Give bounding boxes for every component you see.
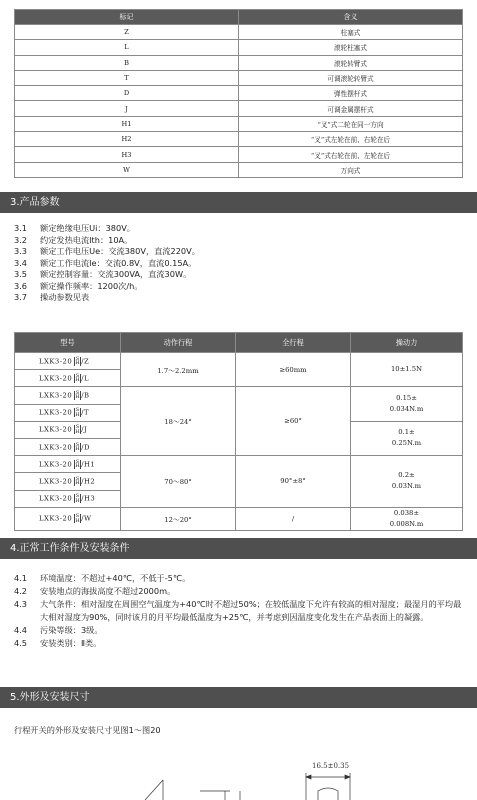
model-sh-stack: S H bbox=[75, 441, 81, 453]
list-item-number: 3.2 bbox=[14, 234, 28, 245]
code-table-row bbox=[15, 70, 463, 85]
model-suffix: /J bbox=[81, 425, 88, 434]
code-table-row bbox=[15, 101, 463, 116]
force-cell: 0.2± 0.03N.m bbox=[351, 456, 463, 508]
code-table-row bbox=[15, 147, 463, 162]
list-item bbox=[14, 246, 463, 258]
dimension-drawing bbox=[0, 755, 477, 800]
force-cell: 0.038± 0.008N.m bbox=[351, 507, 463, 530]
model-sh-stack: S H bbox=[75, 513, 81, 524]
model-cell bbox=[15, 353, 121, 370]
op-table-row bbox=[15, 507, 463, 530]
model-prefix: LXK3-20 bbox=[39, 408, 73, 417]
model-cell bbox=[15, 490, 121, 507]
dimension-arrow bbox=[306, 775, 311, 779]
model-prefix: LXK3-20 bbox=[39, 425, 73, 434]
code-table bbox=[14, 9, 463, 178]
list-item-text: 约定发热电流Ith：10A。 bbox=[40, 234, 133, 245]
model-cell bbox=[15, 473, 121, 490]
op-table-header bbox=[15, 333, 463, 353]
model-prefix: LXK3-20 bbox=[39, 514, 73, 523]
drawing-line bbox=[318, 788, 338, 800]
code-table-header bbox=[15, 10, 463, 25]
full-stroke-cell: / bbox=[236, 507, 351, 530]
working-conditions-list bbox=[14, 572, 463, 650]
code-meaning-cell: “叉”式左轮在前、右轮在后 bbox=[239, 132, 463, 147]
code-mark-cell: W bbox=[15, 162, 239, 177]
list-item-number: 3.6 bbox=[14, 280, 28, 291]
model-sh-stack: S H bbox=[75, 407, 81, 418]
model-prefix: LXK3-20 bbox=[39, 443, 73, 452]
list-item-number: 4.1 bbox=[14, 573, 28, 583]
model-suffix: /H2 bbox=[81, 477, 96, 486]
list-item-text: 额定工作电压Ue：交流380V，直流220V。 bbox=[40, 246, 200, 256]
model-sh-stack: S H bbox=[75, 355, 81, 367]
code-meaning-cell: “叉”式二轮在同一方向 bbox=[239, 116, 463, 131]
code-meaning-cell: 可调金属摆杆式 bbox=[239, 101, 463, 116]
list-item-text: 额定控制容量：交流300VA，直流30W。 bbox=[40, 269, 192, 279]
model-prefix: LXK3-20 bbox=[39, 391, 73, 400]
model-cell bbox=[15, 370, 121, 387]
list-item-text: 大气条件：相对湿度在周围空气温度为+40℃时不超过50%；在较低温度下允许有较高的相对湿度；最湿月的平均最大相对湿度为90%，同时该月的月平均最低温度为+25℃，并考虑到因温度变化发生在产品表面上的凝露。 bbox=[40, 599, 462, 622]
operation-parameters-table bbox=[14, 332, 463, 531]
dimension-intro-text: 行程开关的外形及安装尺寸见图1～图20 bbox=[14, 725, 161, 735]
full-stroke-cell: ≥60mm bbox=[236, 353, 351, 387]
product-parameters-list bbox=[14, 223, 463, 304]
model-sh-stack: S H bbox=[75, 389, 81, 401]
code-table-row bbox=[15, 132, 463, 147]
model-suffix: /B bbox=[81, 391, 90, 400]
model-suffix: /T bbox=[81, 408, 90, 417]
op-header-model: 型号 bbox=[15, 333, 121, 353]
list-item-number: 3.7 bbox=[14, 292, 28, 302]
code-meaning-cell: 柱塞式 bbox=[239, 25, 463, 40]
list-item-number: 4.5 bbox=[14, 638, 28, 648]
full-stroke-cell: ≥60° bbox=[236, 387, 351, 456]
action-stroke-cell: 12～20° bbox=[121, 507, 236, 530]
code-meaning-cell: 滚轮转臂式 bbox=[239, 55, 463, 70]
section-5-title: 5.外形及安装尺寸 bbox=[10, 692, 90, 703]
model-suffix: /D bbox=[81, 443, 90, 452]
model-sh-stack: S H bbox=[75, 475, 81, 487]
list-item-text: 安装类别：Ⅱ类。 bbox=[40, 638, 102, 648]
code-mark-cell: D bbox=[15, 86, 239, 101]
code-meaning-cell: 万向式 bbox=[239, 162, 463, 177]
op-table-row bbox=[15, 387, 463, 404]
list-item bbox=[14, 624, 463, 637]
list-item bbox=[14, 598, 463, 624]
code-meaning-cell: 弹性摆杆式 bbox=[239, 86, 463, 101]
list-item-number: 3.5 bbox=[14, 269, 28, 279]
model-prefix: LXK3-20 bbox=[39, 460, 73, 469]
code-mark-cell: Z bbox=[15, 25, 239, 40]
action-stroke-cell: 1.7～2.2mm bbox=[121, 353, 236, 387]
code-mark-cell: J bbox=[15, 101, 239, 116]
op-header-force: 操动力 bbox=[351, 333, 463, 353]
code-table-row bbox=[15, 55, 463, 70]
list-item-text: 污染等级：3级。 bbox=[40, 625, 103, 635]
model-sh-stack: S H bbox=[75, 493, 81, 504]
list-item-text: 额定操作频率：1200次/h。 bbox=[40, 280, 143, 291]
model-cell bbox=[15, 438, 121, 455]
model-suffix: /Z bbox=[81, 357, 90, 366]
list-item bbox=[14, 572, 463, 585]
code-mark-cell: T bbox=[15, 70, 239, 85]
dimension-label: 16.5±0.35 bbox=[312, 762, 350, 770]
model-prefix: LXK3-20 bbox=[39, 374, 73, 383]
model-prefix: LXK3-20 bbox=[39, 477, 73, 486]
list-item bbox=[14, 269, 463, 281]
list-item bbox=[14, 585, 463, 598]
code-header-meaning: 含义 bbox=[239, 10, 463, 25]
code-mark-cell: H1 bbox=[15, 116, 239, 131]
list-item-text: 额定工作电流Ie：交流0.8V，直流0.15A。 bbox=[40, 257, 197, 268]
section-4-header bbox=[0, 538, 477, 559]
list-item bbox=[14, 258, 463, 270]
list-item-number: 4.3 bbox=[14, 599, 28, 609]
list-item-number: 3.1 bbox=[14, 223, 28, 233]
op-table-row bbox=[15, 353, 463, 370]
code-table-row bbox=[15, 116, 463, 131]
full-stroke-cell: 90°±8° bbox=[236, 456, 351, 508]
list-item-text: 环境温度：不超过+40℃，不低于-5℃。 bbox=[40, 573, 191, 583]
model-prefix: LXK3-20 bbox=[39, 494, 73, 503]
op-header-full-stroke: 全行程 bbox=[236, 333, 351, 353]
list-item-text: 操动参数见表 bbox=[40, 292, 90, 302]
code-table-row bbox=[15, 40, 463, 55]
model-cell bbox=[15, 404, 121, 421]
list-item bbox=[14, 281, 463, 293]
model-prefix: LXK3-20 bbox=[39, 357, 73, 366]
list-item-text: 安装地点的海拔高度不超过2000m。 bbox=[40, 586, 176, 596]
code-meaning-cell: 可调滚轮转臂式 bbox=[239, 70, 463, 85]
model-suffix: /L bbox=[81, 374, 90, 383]
code-mark-cell: B bbox=[15, 55, 239, 70]
op-table-row bbox=[15, 456, 463, 473]
code-mark-cell: H3 bbox=[15, 147, 239, 162]
dimension-arrow bbox=[345, 775, 350, 779]
force-cell: 0.15± 0.034N.m bbox=[351, 387, 463, 421]
action-stroke-cell: 70～80° bbox=[121, 456, 236, 508]
drawing-line bbox=[145, 780, 163, 800]
code-table-row bbox=[15, 86, 463, 101]
model-suffix: /H1 bbox=[81, 460, 96, 469]
model-sh-stack: S H bbox=[75, 458, 81, 470]
model-cell bbox=[15, 507, 121, 530]
section-3-title: 3.产品参数 bbox=[10, 197, 60, 208]
list-item-number: 4.4 bbox=[14, 625, 28, 635]
code-header-mark: 标记 bbox=[15, 10, 239, 25]
action-stroke-cell: 18～24° bbox=[121, 387, 236, 456]
model-cell bbox=[15, 421, 121, 438]
list-item-number: 3.3 bbox=[14, 246, 28, 256]
section-3-header bbox=[0, 192, 477, 213]
op-header-action-stroke: 动作行程 bbox=[121, 333, 236, 353]
model-sh-stack: S H bbox=[75, 372, 81, 384]
code-meaning-cell: 滚轮柱塞式 bbox=[239, 40, 463, 55]
list-item bbox=[14, 292, 463, 304]
section-5-header bbox=[0, 687, 477, 708]
model-suffix: /H3 bbox=[81, 494, 96, 503]
list-item-number: 3.4 bbox=[14, 257, 28, 268]
code-mark-cell: L bbox=[15, 40, 239, 55]
list-item bbox=[14, 235, 463, 247]
list-item bbox=[14, 223, 463, 235]
force-cell: 10±1.5N bbox=[351, 353, 463, 387]
model-cell bbox=[15, 387, 121, 404]
model-suffix: /W bbox=[81, 514, 92, 523]
list-item bbox=[14, 637, 463, 650]
model-sh-stack: S H bbox=[75, 424, 81, 435]
code-table-row bbox=[15, 25, 463, 40]
code-meaning-cell: “叉”式右轮在前、左轮在后 bbox=[239, 147, 463, 162]
force-cell: 0.1± 0.25N.m bbox=[351, 421, 463, 455]
list-item-text: 额定绝缘电压Ui：380V。 bbox=[40, 223, 135, 233]
section-4-title: 4.正常工作条件及安装条件 bbox=[10, 543, 130, 554]
code-table-row bbox=[15, 162, 463, 177]
model-cell bbox=[15, 456, 121, 473]
list-item-number: 4.2 bbox=[14, 586, 28, 596]
code-mark-cell: H2 bbox=[15, 132, 239, 147]
